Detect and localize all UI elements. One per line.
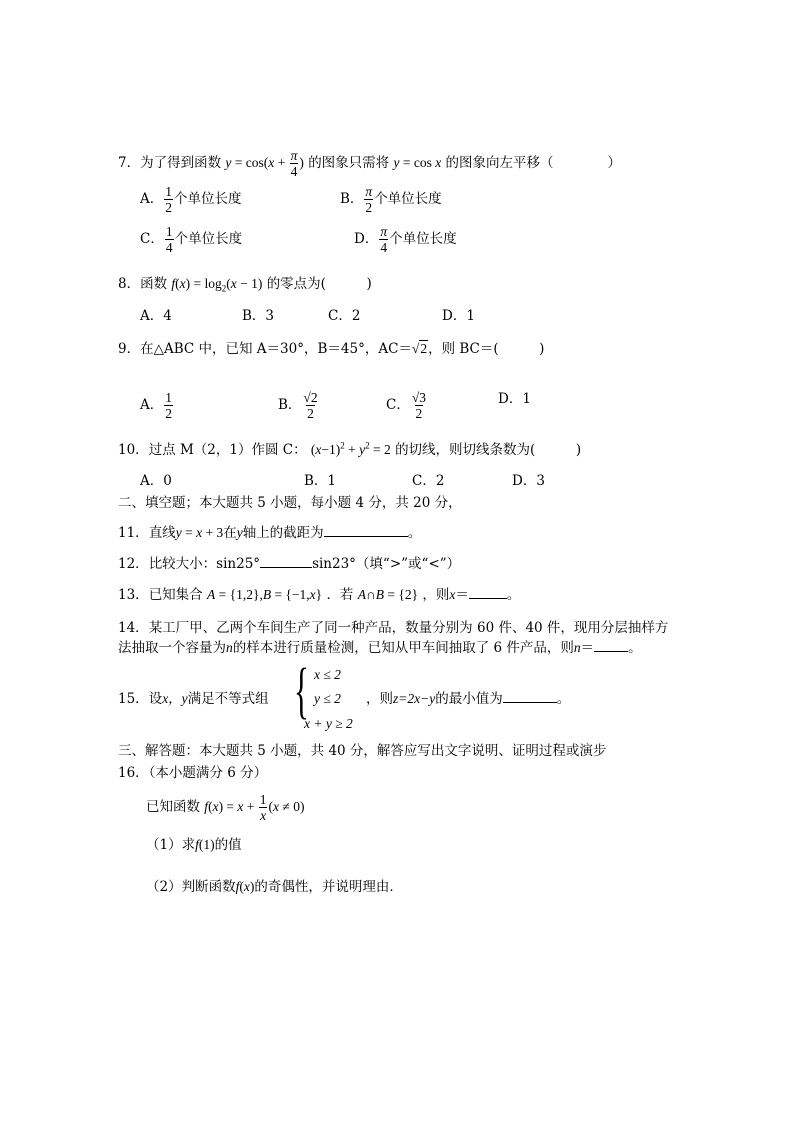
option-c: C．2 (412, 473, 445, 489)
option-a: A． $\frac{1}{2}$ 个单位长度 (140, 184, 242, 215)
section-heading-fill-in: 二、填空题；本大题共 5 小题，每小题 4 分，共 20 分， (118, 495, 462, 511)
option-d: D． $\frac{\pi}{4}$ 个单位长度 (354, 224, 457, 255)
question-14-line2: 法抽取一个容量为n的样本进行质量检测，已知从甲车间抽取了 6 件产品，则n＝ 。 (118, 640, 642, 656)
answer-blank[interactable] (594, 639, 628, 652)
question-10-stem: 10．过点 M（2，1）作圆 C： $(x-1)^2 + y^2 = 2$ 的切线，则切线条数为( ) (118, 440, 582, 458)
fraction: $\frac{1}{2}$ (165, 184, 172, 215)
answer-blank[interactable] (260, 555, 312, 568)
fraction: $\frac{√3}{2}$ (411, 390, 427, 421)
fraction: $\frac{√2}{2}$ (303, 390, 318, 421)
answer-blank[interactable] (503, 690, 557, 703)
fraction: $\frac{\pi}{4}$ (380, 224, 388, 255)
fraction-1-over-x: $\frac{1}{x}$ (259, 792, 267, 823)
fraction: $\frac{\pi}{2}$ (365, 184, 373, 215)
question-number: 7． (118, 155, 141, 171)
question-text: 为了得到函数 (140, 155, 222, 171)
question-16-intro: 已知函数 f(x) = x + $\frac{1}{x}$ (x ≠ 0) (146, 792, 305, 823)
option-a: A． $\frac{1}{2}$ (140, 390, 172, 421)
inequality-2: y ≤ 2 (314, 691, 341, 706)
option-b: B．3 (242, 308, 275, 324)
inequality-3: x + y ≥ 2 (304, 716, 353, 731)
option-b: B． $\frac{\pi}{2}$ 个单位长度 (340, 184, 442, 215)
question-15-tail: ，则z=2x−y的最小值为 。 (366, 691, 571, 707)
question-15: 15．设x，y满足不等式组 (118, 691, 269, 707)
section-heading-solutions: 三、解答题：本大题共 5 小题，共 40 分，解答应写出文字说明、证明过程或演步 (118, 743, 607, 759)
option-b: B． $\frac{√2}{2}$ (278, 390, 318, 421)
question-9-stem: 9．在△ABC 中，已知 A＝30°，B＝45°，AC＝√2，则 BC＝( ) (118, 341, 545, 357)
question-12: 12．比较大小：sin25° sin23°（填“>”或“<”） (118, 556, 461, 572)
fraction: $\frac{1}{2}$ (165, 390, 172, 421)
option-c: C．2 (328, 308, 361, 324)
fraction-pi-over-4: $\frac{\pi}{4}$ (290, 148, 298, 179)
option-d: D．3 (512, 473, 545, 489)
answer-blank[interactable] (324, 524, 408, 537)
option-a: A．0 (140, 473, 172, 489)
sqrt-2: √2 (411, 341, 428, 356)
inequality-1: x ≤ 2 (314, 667, 341, 682)
question-text: 的图象向左平移（ ） (445, 155, 622, 171)
question-11: 11．直线y = x + 3在y轴上的截距为 。 (118, 525, 422, 541)
question-13: 13．已知集合 A = {1,2},B = {−1,x} ．若 A∩B = {2} ，则x＝ 。 (118, 587, 521, 603)
math-y: y (225, 155, 232, 170)
option-c: C． $\frac{1}{4}$ 个单位长度 (140, 224, 243, 255)
question-7-stem: 7．为了得到函数 y = cos(x + $\frac{\pi}{4}$ ) 的图象只需将 y = cos x 的图象向左平移（ ） (118, 148, 622, 179)
option-d: D．1 (498, 391, 531, 407)
option-c: C． $\frac{√3}{2}$ (386, 390, 427, 421)
question-8-stem: 8．函数 $f(x) = \log_2(x - 1)$ 的零点为( ) (118, 276, 372, 294)
question-16-header: 16．（本小题满分 6 分） (118, 765, 268, 781)
fraction: $\frac{1}{4}$ (165, 224, 173, 255)
left-brace: { (294, 657, 309, 725)
question-16-part1: （1）求f(1)的值 (146, 837, 242, 853)
question-16-part2: （2）判断函数f(x)的奇偶性，并说明理由． (146, 879, 403, 895)
answer-blank[interactable] (469, 586, 507, 599)
option-a: A．4 (140, 308, 172, 324)
option-b: B．1 (304, 473, 337, 489)
option-d: D．1 (442, 308, 475, 324)
question-14-line1: 14．某工厂甲、乙两个车间生产了同一种产品，数量分别为 60 件、40 件，现用分层抽样方 (118, 620, 669, 636)
question-text: 的图象只需将 (308, 155, 390, 171)
